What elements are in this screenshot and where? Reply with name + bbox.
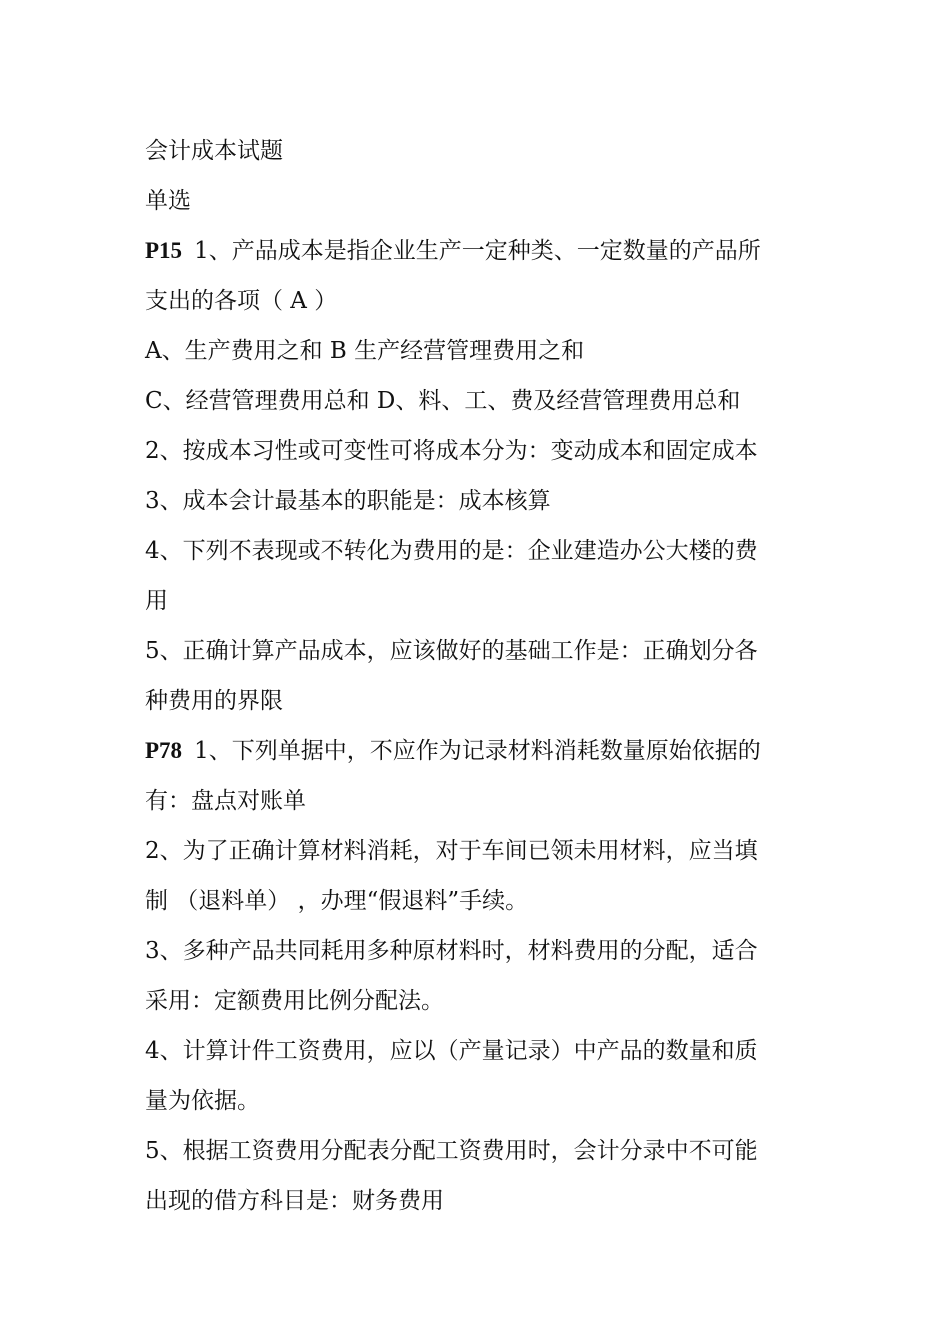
text-line xyxy=(145,726,807,776)
page-reference: P78 xyxy=(145,738,183,763)
line-text: 量为依据。 xyxy=(145,1088,260,1114)
line-text: 1、产品成本是指企业生产一定种类、一定数量的产品所 xyxy=(194,238,761,264)
line-text: A、生产费用之和 B 生产经营管理费用之和 xyxy=(145,338,585,364)
line-text: 出现的借方科目是：财务费用 xyxy=(145,1188,444,1214)
line-text: 1、下列单据中，不应作为记录材料消耗数量原始依据的 xyxy=(194,738,761,764)
line-text: 采用：定额费用比例分配法。 xyxy=(145,988,444,1014)
text-line xyxy=(145,426,807,476)
document-body xyxy=(145,126,807,1226)
line-text: 用 xyxy=(145,588,168,614)
text-line xyxy=(145,526,807,576)
line-text: 支出的各项（ A ） xyxy=(145,288,338,314)
line-text: 3、多种产品共同耗用多种原材料时，材料费用的分配，适合 xyxy=(145,938,758,964)
text-line xyxy=(145,926,807,976)
text-line xyxy=(145,376,807,426)
text-line xyxy=(145,1176,807,1226)
line-text: 3、成本会计最基本的职能是：成本核算 xyxy=(145,488,551,514)
text-line xyxy=(145,226,807,276)
text-line xyxy=(145,626,807,676)
question-lines xyxy=(145,226,807,1226)
text-line xyxy=(145,826,807,876)
page-reference: P15 xyxy=(145,238,183,263)
text-line xyxy=(145,876,807,926)
text-line xyxy=(145,1076,807,1126)
text-line xyxy=(145,576,807,626)
line-text: 有：盘点对账单 xyxy=(145,788,306,814)
text-line xyxy=(145,1126,807,1176)
line-text: 2、按成本习性或可变性可将成本分为：变动成本和固定成本 xyxy=(145,438,758,464)
line-text: 4、计算计件工资费用，应以（产量记录）中产品的数量和质 xyxy=(145,1038,758,1064)
text-line xyxy=(145,476,807,526)
section-heading: 单选 xyxy=(145,188,191,214)
line-text: C、经营管理费用总和 D、料、工、费及经营管理费用总和 xyxy=(145,388,741,414)
text-line xyxy=(145,676,807,726)
line-text: 5、正确计算产品成本，应该做好的基础工作是：正确划分各 xyxy=(145,638,758,664)
text-line xyxy=(145,276,807,326)
text-line xyxy=(145,326,807,376)
line-text: 制 （退料单） ，办理“假退料”手续。 xyxy=(145,888,529,914)
document-title: 会计成本试题 xyxy=(145,138,283,164)
line-text: 5、根据工资费用分配表分配工资费用时，会计分录中不可能 xyxy=(145,1138,758,1164)
line-text: 2、为了正确计算材料消耗，对于车间已领未用材料，应当填 xyxy=(145,838,758,864)
line-text: 种费用的界限 xyxy=(145,688,283,714)
text-line xyxy=(145,1026,807,1076)
text-line xyxy=(145,776,807,826)
text-line xyxy=(145,976,807,1026)
line-text: 4、下列不表现或不转化为费用的是：企业建造办公大楼的费 xyxy=(145,538,758,564)
